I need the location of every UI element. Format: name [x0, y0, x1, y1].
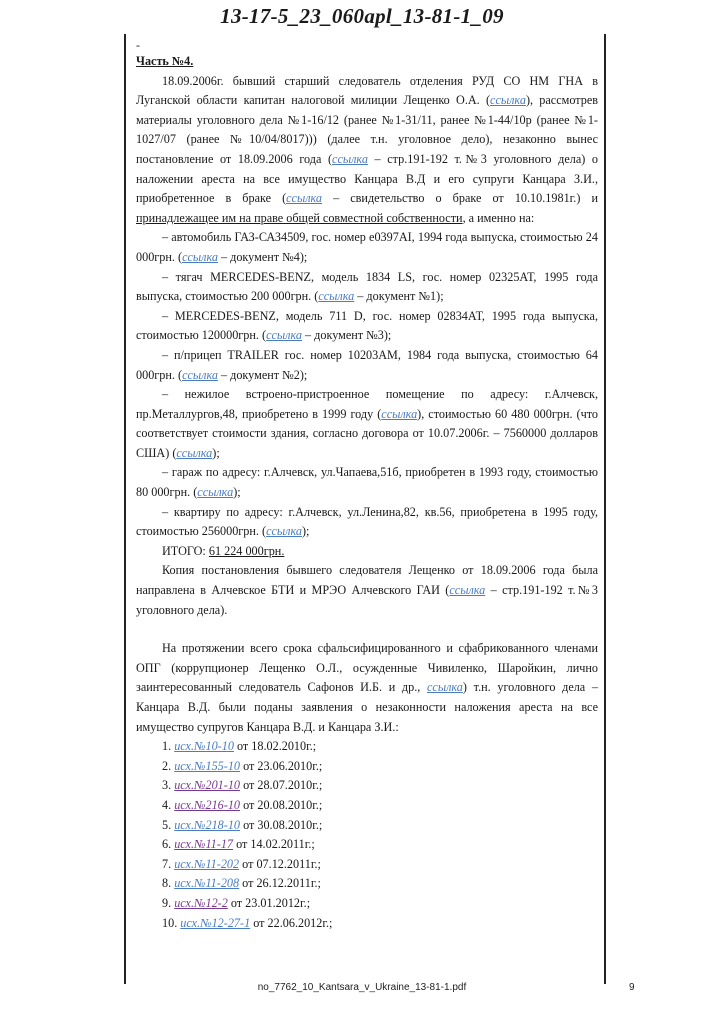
- outgoing-letter-link[interactable]: исх.№201-10: [174, 778, 241, 793]
- total-line: ИТОГО: 61 224 000грн.: [162, 543, 285, 558]
- reference-link[interactable]: ссылка: [381, 406, 418, 421]
- reference-link[interactable]: ссылка: [449, 583, 486, 598]
- property-item: – п/прицеп TRAILER гос. номер 10203АМ, 1984 года выпуска, стоимостью 64 000грн. (ссылка – документ №2);: [136, 347, 598, 382]
- list-item: 5. исх.№218-10 от 30.08.2010г.;: [162, 817, 323, 832]
- list-item: 7. исх.№11-202 от 07.12.2011г.;: [162, 856, 321, 871]
- applications-list: [136, 737, 598, 933]
- list-item: 4. исх.№216-10 от 20.08.2010г.;: [162, 797, 323, 812]
- property-item: – нежилое встроено-пристроенное помещение по адресу: г.Алчевск, пр.Металлургов,48, приобретено в 1999 году (ссылка), стоимостью 60 480 000грн. (что соответствует стоимости здания, согласно договора от 10.07.2006г. – 7560000 долларов США) (ссылка);: [136, 387, 598, 460]
- reference-link[interactable]: ссылка: [197, 485, 234, 500]
- outgoing-letter-link[interactable]: исх.№155-10: [174, 758, 241, 773]
- total-value: 61 224 000грн.: [208, 543, 285, 558]
- reference-link[interactable]: ссылка: [266, 524, 302, 539]
- dash-mark: -: [136, 38, 140, 52]
- list-item: 6. исх.№11-17 от 14.02.2011г.;: [162, 837, 315, 852]
- outgoing-letter-link[interactable]: исх.№10-10: [174, 739, 234, 754]
- reference-link[interactable]: ссылка: [182, 249, 218, 264]
- outgoing-letter-link[interactable]: исх.№218-10: [174, 817, 241, 832]
- property-item: – квартиру по адресу: г.Алчевск, ул.Ленина,82, кв.56, приобретена в 1995 году, стоимостью 256000грн. (ссылка);: [136, 504, 598, 539]
- reference-link[interactable]: ссылка: [182, 367, 218, 382]
- paragraph-applications: На протяжении всего срока сфальсифицированного и сфабрикованного членами ОПГ (коррупционер Лещенко О.Л., осужденные Чивиленко, Шаройкин, лично заинтересованный следователь Сафонов И.Б. и др., ссылка) т.н. уголовного дела – Канцара В.Д. были поданы заявления о незаконности наложения ареста на все имущество супругов Канцара В.Д. и Канцара З.И.:: [136, 641, 598, 734]
- property-item: – тягач MERCEDES-BENZ, модель 1834 LS, гос. номер 02325АТ, 1995 года выпуска, стоимостью 200 000грн. (ссылка – документ №1);: [136, 269, 598, 304]
- page-number: 9: [629, 982, 635, 993]
- paragraph-copy-sent: Копия постановления бывшего следователя Лещенко от 18.09.2006 года была направлена в Алчевское БТИ и МРЭО Алчевского ГАИ (ссылка – стр.191-192 т.№3 уголовного дела).: [136, 563, 598, 617]
- document-body: [136, 38, 598, 933]
- outgoing-letter-link[interactable]: исх.№12-2: [174, 895, 228, 910]
- outgoing-letter-link[interactable]: исх.№11-17: [174, 837, 234, 852]
- part-title: Часть №4.: [136, 54, 194, 68]
- paragraph-spacer: [136, 620, 598, 639]
- list-item: 1. исх.№10-10 от 18.02.2010г.;: [162, 739, 317, 754]
- paragraph-arrest-order: 18.09.2006г. бывший старший следователь отделения РУД СО НМ ГНА в Луганской области капитан налоговой милиции Лещенко О.А. (ссылка), рассмотрев материалы уголовного дела №1-16/12 (ранее №1-31/11, ранее №1-44/10р (ранее №1-1027/07 (ранее №10/04/8017))) (далее т.н. уголовное дело), незаконно вынес постановление от 18.09.2006 года (ссылка – стр.191-192 т.№3 уголовного дела) о наложении ареста на все имущество Канцара В.Д и его супруги Канцара З.И., приобретенное в браке (ссылка – свидетельство о браке от 10.10.1981г.) и принадлежащее им на праве общей совместной собственности, а именно на:: [136, 73, 598, 225]
- property-item: – автомобиль ГАЗ-САЗ4509, гос. номер е0397АІ, 1994 года выпуска, стоимостью 24 000грн. (ссылка – документ №4);: [136, 230, 598, 264]
- list-item: 3. исх.№201-10 от 28.07.2010г.;: [162, 778, 323, 793]
- list-item: 10. исх.№12-27-1 от 22.06.2012г.;: [162, 915, 333, 930]
- list-item: 2. исх.№155-10 от 23.06.2010г.;: [162, 758, 323, 773]
- list-item: 9. исх.№12-2 от 23.01.2012г.;: [162, 895, 311, 910]
- page-header-title: 13-17-5_23_060apl_13-81-1_09: [220, 4, 504, 28]
- reference-link[interactable]: ссылка: [332, 151, 368, 166]
- property-item: – гараж по адресу: г.Алчевск, ул.Чапаева,51б, приобретен в 1993 году, стоимостью 80 000грн. (ссылка);: [136, 465, 598, 500]
- reference-link[interactable]: ссылка: [318, 289, 355, 304]
- list-item: 8. исх.№11-208 от 26.12.2011г.;: [162, 876, 321, 891]
- outgoing-letter-link[interactable]: исх.№11-208: [174, 876, 240, 891]
- reference-link[interactable]: ссылка: [427, 680, 463, 695]
- property-item: – MERCEDES-BENZ, модель 711 D, гос. номер 02834АТ, 1995 года выпуска, стоимостью 120000грн. (ссылка – документ №3);: [136, 308, 598, 343]
- footer-filename: no_7762_10_Kantsara_v_Ukraine_13-81-1.pdf: [257, 982, 467, 993]
- outgoing-letter-link[interactable]: исх.№12-27-1: [180, 915, 251, 930]
- outgoing-letter-link[interactable]: исх.№216-10: [174, 797, 241, 812]
- outgoing-letter-link[interactable]: исх.№11-202: [174, 856, 240, 871]
- reference-link[interactable]: ссылка: [266, 328, 302, 343]
- reference-link[interactable]: ссылка: [176, 445, 213, 460]
- reference-link[interactable]: ссылка: [490, 93, 526, 108]
- reference-link[interactable]: ссылка: [286, 191, 323, 206]
